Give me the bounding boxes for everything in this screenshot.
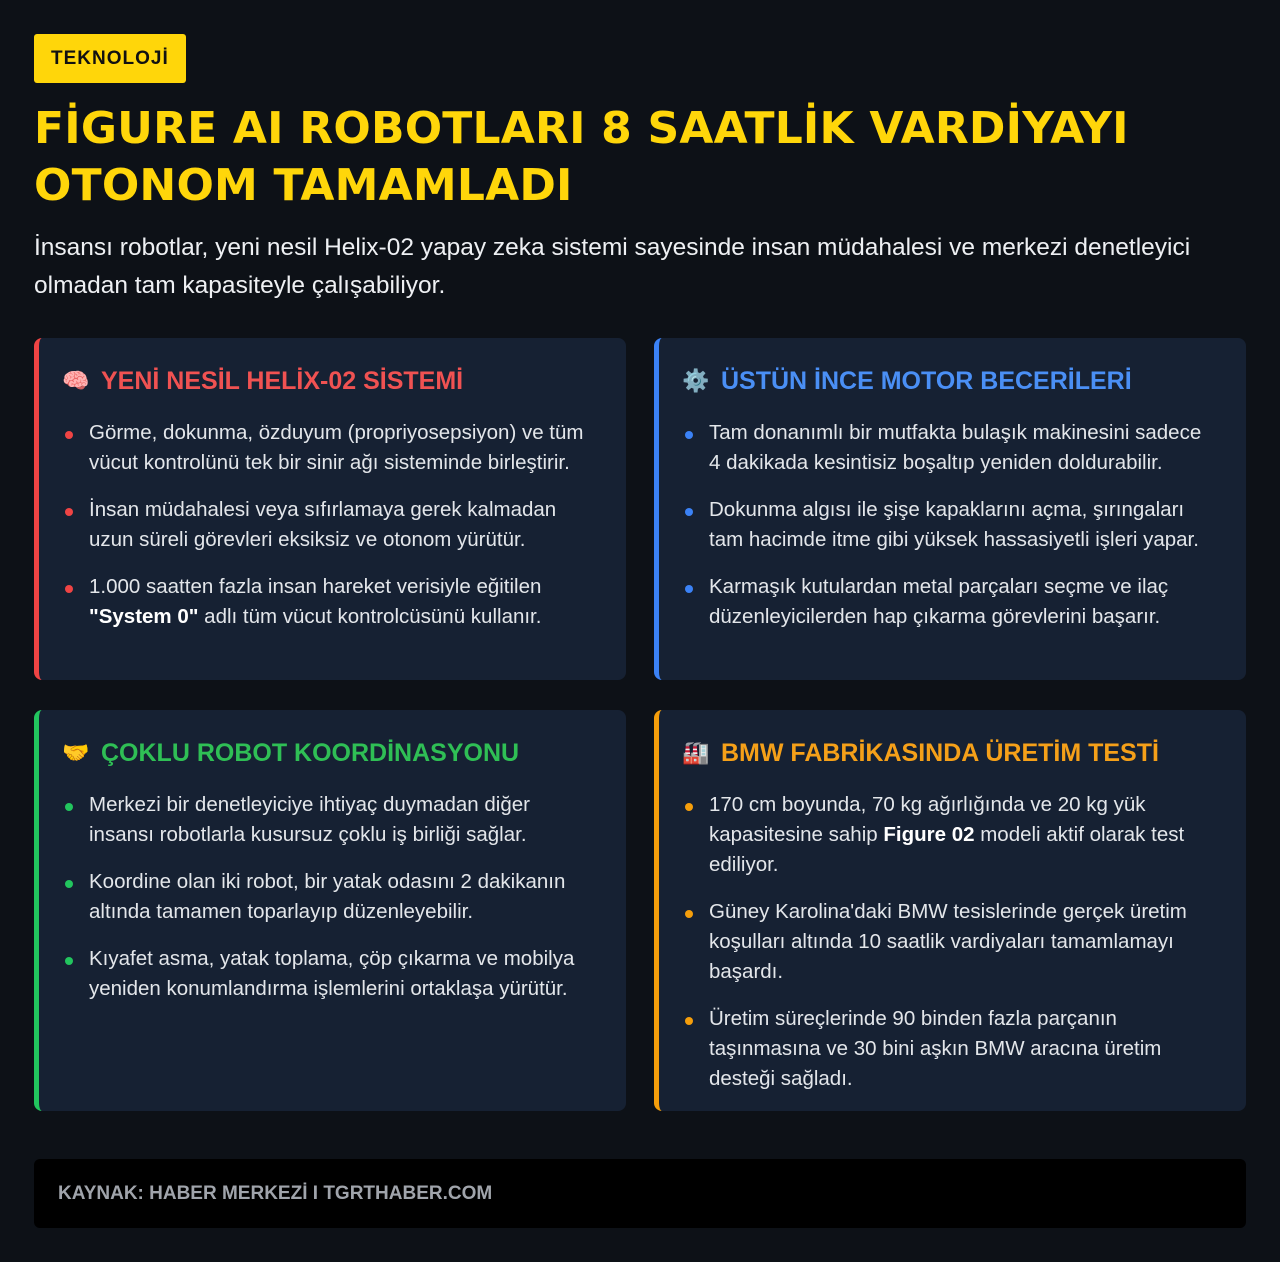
list-item [63,944,586,1004]
item-text: Koordine olan iki robot, bir yatak odasını 2 dakikanın altında tamamen toparlayıp düzenleyebilir. [89,870,566,923]
handshake-icon: 🤝 [62,740,90,765]
item-text: Görme, dokunma, özduyum (propriyosepsiyon) ve tüm vücut kontrolünü tek bir sinir ağı sisteminde birleştirir. [89,421,584,474]
list-item [683,1004,1206,1094]
item-text: 1.000 saatten fazla insan hareket verisiyle eğitilen [89,575,542,598]
bullet-dot [65,803,73,811]
card-list [63,418,586,632]
brain-icon: 🧠 [62,368,90,393]
list-item [63,572,586,632]
item-text: Tam donanımlı bir mutfakta bulaşık makinesini sadece 4 dakikada kesintisiz boşaltıp yeniden doldurabilir. [709,421,1202,474]
item-text-after: modeli aktif olarak test ediliyor. [709,823,1185,876]
item-text: Merkezi bir denetleyiciye ihtiyaç duymadan diğer insansı robotlarla kusursuz çoklu iş birliği sağlar. [89,793,530,846]
bullet-dot [685,508,693,516]
card-bmw-test [654,710,1246,1111]
card-title-text: BMW FABRİKASINDA ÜRETİM TESTİ [721,738,1159,767]
list-item [63,418,586,478]
card-title [683,366,1206,396]
item-text-after: adlı tüm vücut kontrolcüsünü kullanır. [198,605,542,628]
item-text: Üretim süreçlerinde 90 binden fazla parçanın taşınmasına ve 30 bini aşkın BMW aracına üretim desteği sağladı. [709,1007,1162,1090]
list-item [63,495,586,555]
list-item [683,495,1206,555]
card-multi-robot [34,710,626,1111]
list-item [63,867,586,927]
bullet-dot [685,585,693,593]
list-item [683,897,1206,987]
lead-paragraph: İnsansı robotlar, yeni nesil Helix-02 yapay zeka sistemi sayesinde insan müdahalesi ve merkezi denetleyici olmadan tam kapasiteyle çalışabiliyor. [34,234,1191,299]
item-text: Dokunma algısı ile şişe kapaklarını açma, şırıngaları tam hacimde itme gibi yüksek hassasiyetli işleri yapar. [709,498,1199,551]
bullet-dot [685,1017,693,1025]
list-item [63,790,586,850]
bullet-dot [65,431,73,439]
card-motor-skills [654,338,1246,680]
bullet-dot [65,508,73,516]
item-bold-text: "System 0" [89,605,199,628]
gear-icon: ⚙️ [682,368,710,393]
card-title [63,738,586,768]
card-title [63,366,586,396]
headline: FİGURE AI ROBOTLARI 8 SAATLİK VARDİYAYI OTONOM TAMAMLADI [34,103,1129,211]
card-title-text: YENİ NESİL HELİX-02 SİSTEMİ [101,366,464,395]
list-item [683,572,1206,632]
card-helix-system [34,338,626,680]
list-item [683,790,1206,880]
card-list [683,418,1206,632]
category-tag: TEKNOLOJİ [34,34,186,83]
item-text: Güney Karolina'daki BMW tesislerinde gerçek üretim koşulları altında 10 saatlik vardiyaları tamamlamayı başardı. [709,900,1187,983]
item-text: Kıyafet asma, yatak toplama, çöp çıkarma ve mobilya yeniden konumlandırma işlemlerini ortaklaşa yürütür. [89,947,575,1000]
card-title-text: ÇOKLU ROBOT KOORDİNASYONU [101,738,520,767]
source-footer: KAYNAK: HABER MERKEZİ I TGRTHABER.COM [34,1159,1246,1228]
card-title [683,738,1206,768]
item-text: İnsan müdahalesi veya sıfırlamaya gerek kalmadan uzun süreli görevleri eksiksiz ve otonom yürütür. [89,498,557,551]
card-list [63,790,586,1004]
item-text: Karmaşık kutulardan metal parçaları seçme ve ilaç düzenleyicilerden hap çıkarma görevlerini başarır. [709,575,1169,628]
bullet-dot [685,910,693,918]
item-bold-text: Figure 02 [883,823,975,846]
card-list [683,790,1206,1094]
bullet-dot [65,880,73,888]
bullet-dot [685,431,693,439]
card-title-text: ÜSTÜN İNCE MOTOR BECERİLERİ [721,366,1132,395]
item-text: 170 cm boyunda, 70 kg ağırlığında ve 20 kg yük kapasitesine sahip [709,793,1146,846]
factory-icon: 🏭 [682,740,710,765]
bullet-dot [65,585,73,593]
bullet-dot [685,803,693,811]
list-item [683,418,1206,478]
bullet-dot [65,957,73,965]
